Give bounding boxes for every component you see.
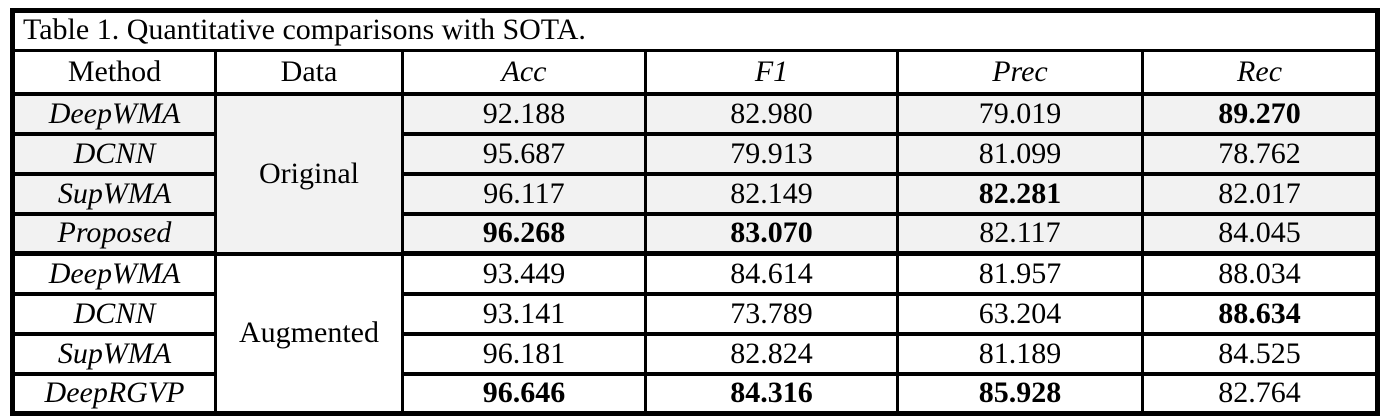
- method-cell: DeepWMA: [13, 94, 216, 134]
- metric-cell-prec: 82.117: [898, 214, 1143, 254]
- data-group-cell: Original: [216, 94, 403, 254]
- metric-cell-acc: 96.268: [403, 214, 646, 254]
- table-row: [13, 254, 1378, 294]
- metric-cell-acc: 92.188: [403, 94, 646, 134]
- metric-cell-rec: 82.764: [1143, 374, 1378, 414]
- metric-cell-rec: 88.634: [1143, 294, 1378, 334]
- column-header-acc: Acc: [403, 51, 646, 94]
- metric-cell-rec: 84.525: [1143, 334, 1378, 374]
- method-cell: SupWMA: [13, 334, 216, 374]
- metric-cell-acc: 93.141: [403, 294, 646, 334]
- metric-cell-prec: 82.281: [898, 174, 1143, 214]
- metric-cell-prec: 81.957: [898, 254, 1143, 294]
- caption-row: [13, 11, 1378, 51]
- metric-cell-f1: 83.070: [646, 214, 898, 254]
- metric-cell-acc: 96.117: [403, 174, 646, 214]
- method-cell: DCNN: [13, 294, 216, 334]
- metric-cell-prec: 79.019: [898, 94, 1143, 134]
- table-row: [13, 94, 1378, 134]
- metric-cell-f1: 82.980: [646, 94, 898, 134]
- paper-table: [10, 8, 1380, 416]
- metric-cell-rec: 78.762: [1143, 134, 1378, 174]
- metric-cell-rec: 88.034: [1143, 254, 1378, 294]
- metric-cell-rec: 82.017: [1143, 174, 1378, 214]
- metric-cell-f1: 82.824: [646, 334, 898, 374]
- column-header-method: Method: [13, 51, 216, 94]
- metric-cell-acc: 96.646: [403, 374, 646, 414]
- method-cell: DCNN: [13, 134, 216, 174]
- column-header-rec: Rec: [1143, 51, 1378, 94]
- table-caption: Table 1. Quantitative comparisons with SOTA.: [13, 11, 1378, 51]
- column-header-f1: F1: [646, 51, 898, 94]
- method-cell: DeepWMA: [13, 254, 216, 294]
- metric-cell-f1: 73.789: [646, 294, 898, 334]
- metric-cell-acc: 93.449: [403, 254, 646, 294]
- method-cell: Proposed: [13, 214, 216, 254]
- column-header-data: Data: [216, 51, 403, 94]
- metric-cell-rec: 84.045: [1143, 214, 1378, 254]
- method-cell: DeepRGVP: [13, 374, 216, 414]
- metric-cell-f1: 82.149: [646, 174, 898, 214]
- header-row: [13, 51, 1378, 94]
- metric-cell-prec: 81.099: [898, 134, 1143, 174]
- metric-cell-prec: 81.189: [898, 334, 1143, 374]
- metric-cell-rec: 89.270: [1143, 94, 1378, 134]
- data-group-cell: Augmented: [216, 254, 403, 414]
- column-header-prec: Prec: [898, 51, 1143, 94]
- metric-cell-f1: 84.614: [646, 254, 898, 294]
- metric-cell-prec: 63.204: [898, 294, 1143, 334]
- metric-cell-f1: 79.913: [646, 134, 898, 174]
- metric-cell-prec: 85.928: [898, 374, 1143, 414]
- metric-cell-acc: 95.687: [403, 134, 646, 174]
- metric-cell-f1: 84.316: [646, 374, 898, 414]
- metric-cell-acc: 96.181: [403, 334, 646, 374]
- method-cell: SupWMA: [13, 174, 216, 214]
